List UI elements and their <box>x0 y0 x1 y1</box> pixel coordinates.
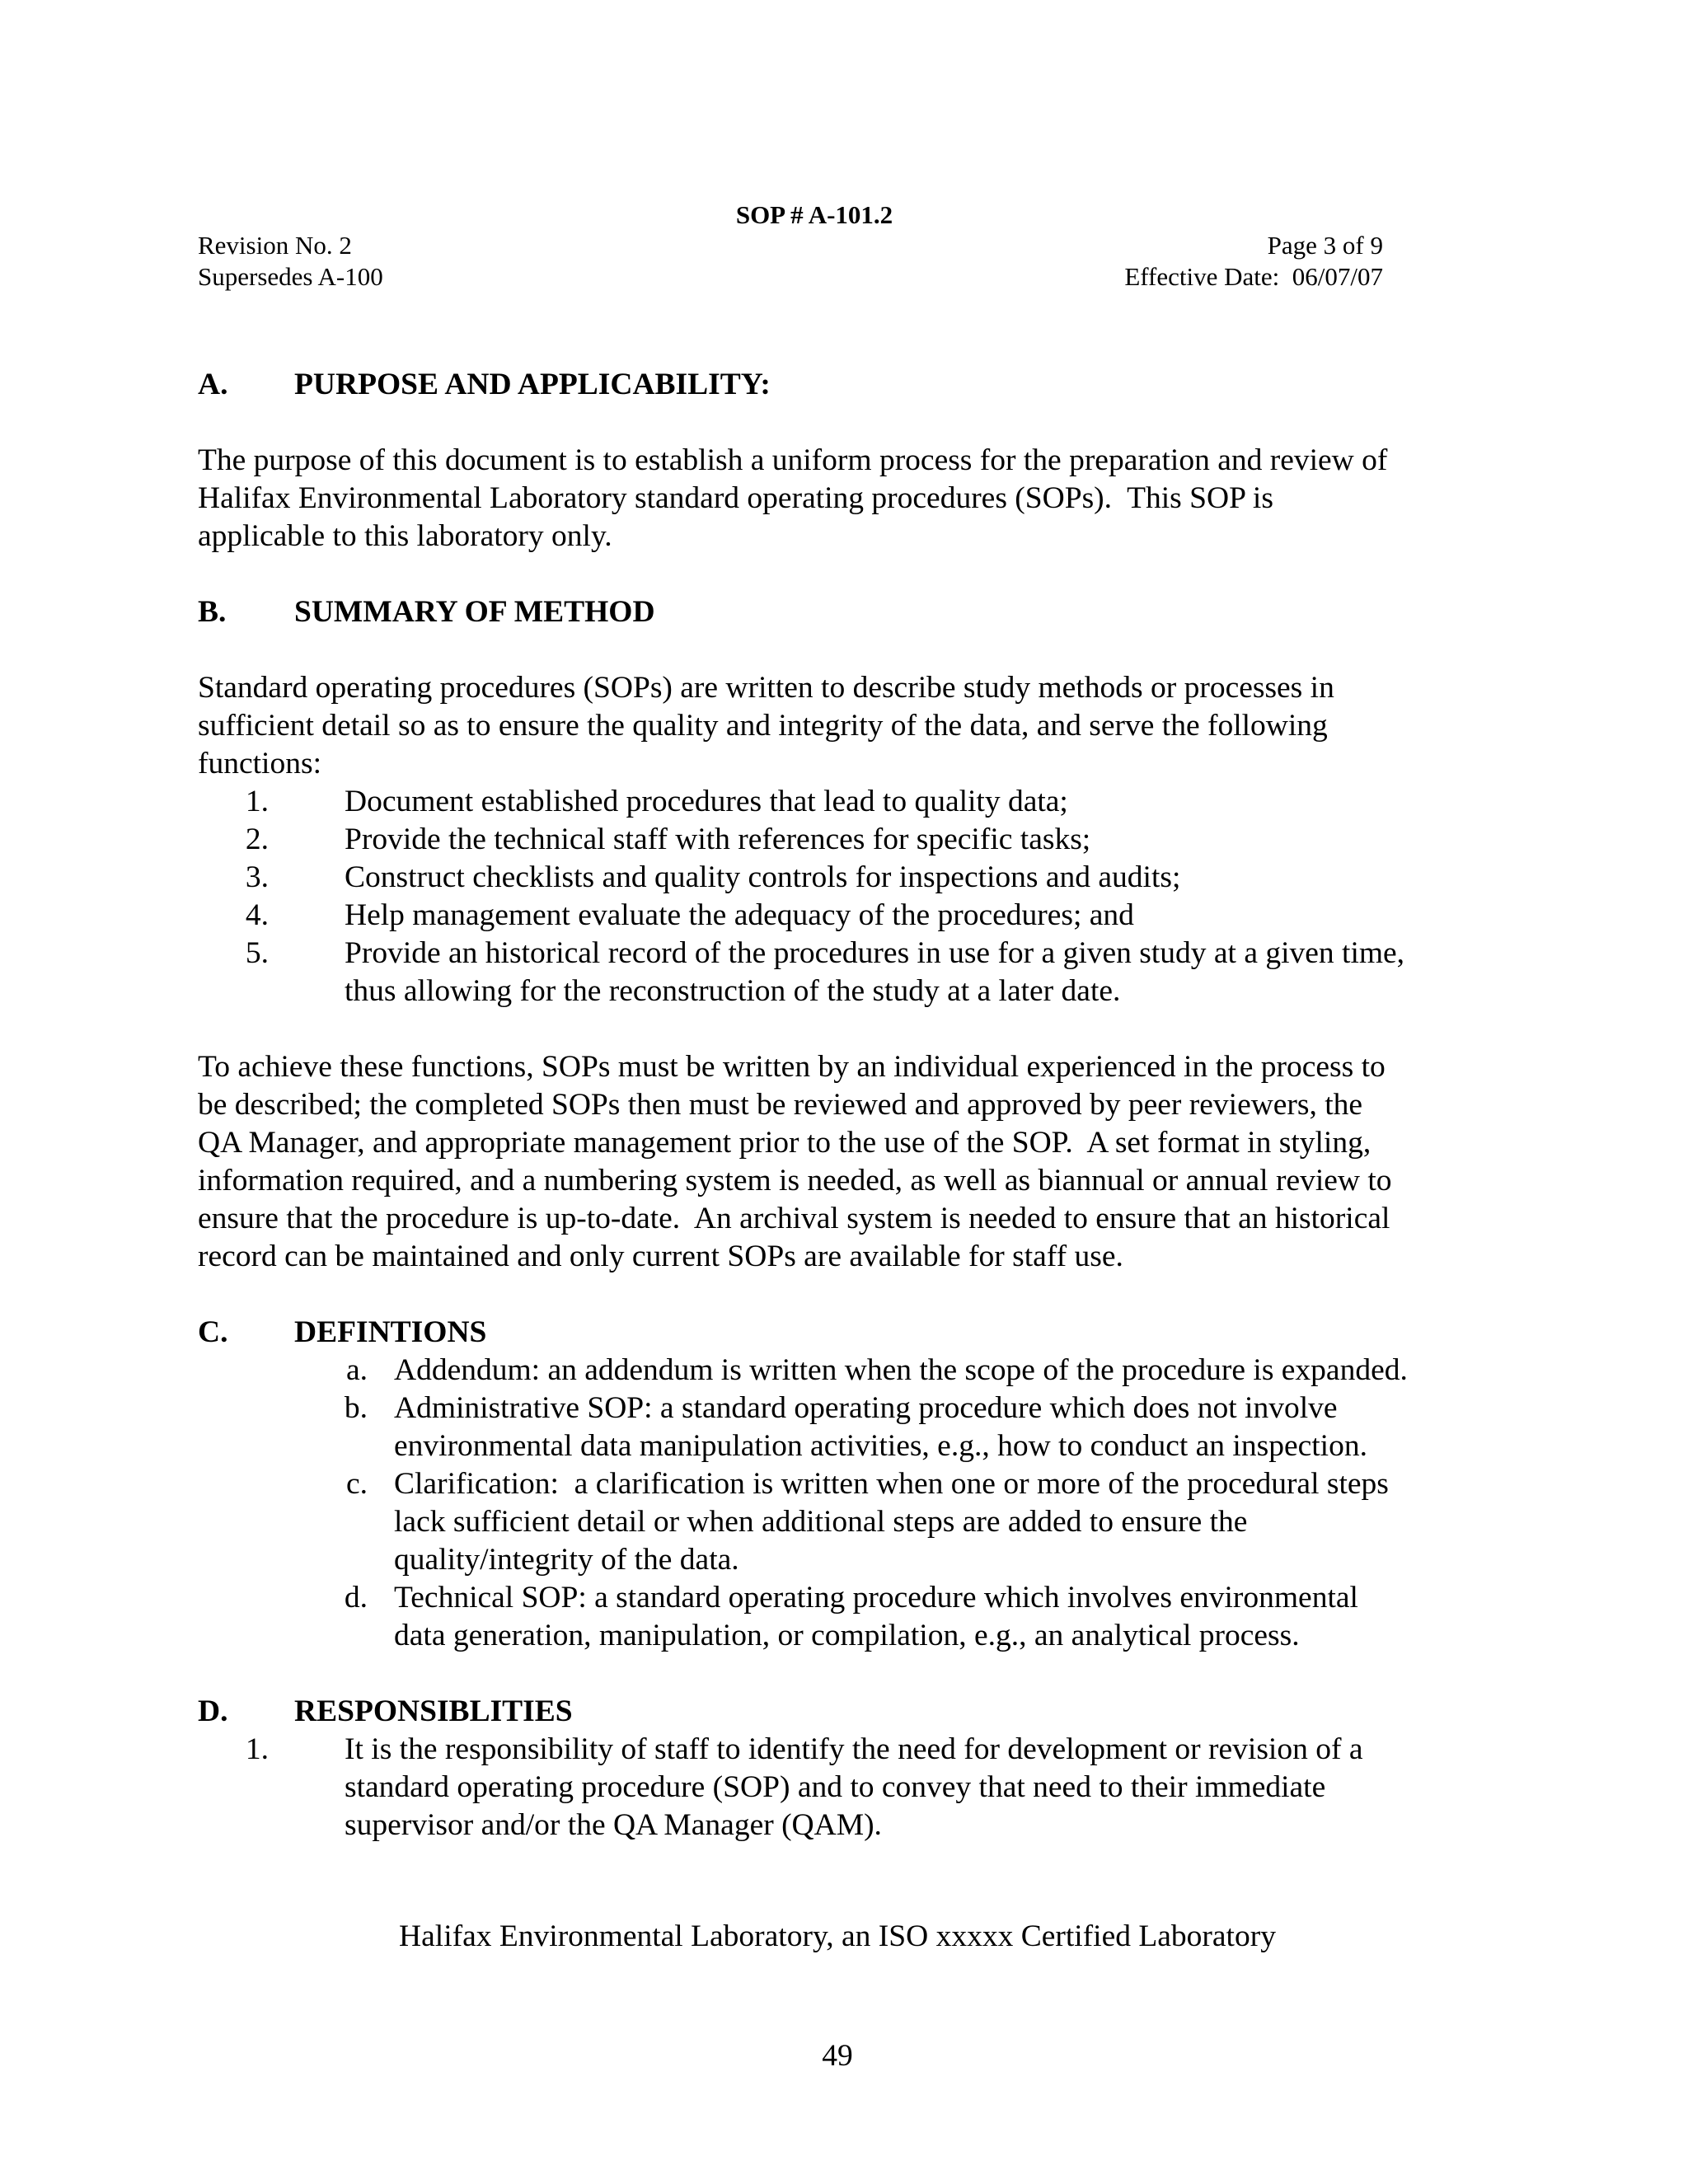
list-item-text <box>345 1731 1362 1844</box>
definition-line: quality/integrity of the data. <box>394 1543 739 1577</box>
definition-line: Clarification: a clarification is written when one or more of the procedural steps <box>394 1467 1389 1501</box>
paragraph-line: Halifax Environmental Laboratory standard operating procedures (SOPs). This SOP is <box>198 481 1273 515</box>
definition-line: data generation, manipulation, or compilation, e.g., an analytical process. <box>394 1619 1300 1652</box>
definition-line: Administrative SOP: a standard operating procedure which does not involve <box>394 1391 1338 1425</box>
list-item-text: Document established procedures that lead to quality data; <box>345 785 1068 818</box>
list-item-text: Help management evaluate the adequacy of the procedures; and <box>345 898 1134 932</box>
section-a-paragraph <box>198 442 1517 555</box>
list-item-number: 4. <box>245 898 269 932</box>
section-c-title: DEFINTIONS <box>294 1315 487 1349</box>
list-item-line: Provide an historical record of the procedures in use for a given study at a given time, <box>345 936 1405 970</box>
list-item-number: 2. <box>245 823 269 856</box>
definition-letter: b. <box>344 1391 368 1425</box>
paragraph-line: To achieve these functions, SOPs must be written by an individual experienced in the process to <box>198 1050 1386 1084</box>
paragraph-line: Standard operating procedures (SOPs) are written to describe study methods or processes in <box>198 671 1334 705</box>
definition-line: environmental data manipulation activities, e.g., how to conduct an inspection. <box>394 1429 1367 1463</box>
list-item-number: 5. <box>245 936 269 970</box>
list-item-text: Construct checklists and quality controls for inspections and audits; <box>345 860 1181 894</box>
list-item-number: 1. <box>245 1732 269 1766</box>
list-item-number: 1. <box>245 785 269 818</box>
definition-text <box>394 1465 1389 1579</box>
page-number: 49 <box>822 2039 853 2073</box>
definition-letter: d. <box>344 1581 368 1615</box>
section-b-intro <box>198 669 1517 783</box>
paragraph-line: QA Manager, and appropriate management prior to the use of the SOP. A set format in styling, <box>198 1126 1372 1160</box>
paragraph-line: applicable to this laboratory only. <box>198 519 612 553</box>
paragraph-line: The purpose of this document is to establish a uniform process for the preparation and review of <box>198 443 1388 477</box>
footer-lab-line: Halifax Environmental Laboratory, an ISO xxxxx Certified Laboratory <box>399 1919 1276 1953</box>
list-item-text: Provide the technical staff with references for specific tasks; <box>345 823 1091 856</box>
definition-text <box>394 1390 1367 1465</box>
page-indicator: Page 3 of 9 <box>1267 231 1383 260</box>
section-c-letter: C. <box>198 1315 228 1349</box>
definition-line: lack sufficient detail or when additional steps are added to ensure the <box>394 1505 1248 1539</box>
section-d-letter: D. <box>198 1694 228 1728</box>
list-item-line: supervisor and/or the QA Manager (QAM). <box>345 1808 882 1842</box>
supersedes: Supersedes A-100 <box>198 262 383 291</box>
list-item-text <box>345 935 1404 1010</box>
section-d-title: RESPONSIBLITIES <box>294 1694 573 1728</box>
section-a-title: PURPOSE AND APPLICABILITY: <box>294 368 771 401</box>
list-item-line: standard operating procedure (SOP) and to convey that need to their immediate <box>345 1770 1326 1804</box>
revision-number: Revision No. 2 <box>198 231 352 260</box>
list-item-line: thus allowing for the reconstruction of the study at a later date. <box>345 974 1121 1008</box>
section-b-title: SUMMARY OF METHOD <box>294 595 655 629</box>
paragraph-line: information required, and a numbering system is needed, as well as biannual or annual review to <box>198 1164 1392 1197</box>
paragraph-line: ensure that the procedure is up-to-date. An archival system is needed to ensure that an historical <box>198 1202 1390 1235</box>
sop-number: SOP # A-101.2 <box>735 200 893 229</box>
paragraph-line: be described; the completed SOPs then must be reviewed and approved by peer reviewers, the <box>198 1088 1363 1122</box>
section-b-closing <box>198 1048 1517 1276</box>
paragraph-line: record can be maintained and only current SOPs are available for staff use. <box>198 1240 1123 1273</box>
definition-text <box>394 1579 1358 1655</box>
definition-letter: c. <box>345 1467 368 1501</box>
paragraph-line: sufficient detail so as to ensure the quality and integrity of the data, and serve the following <box>198 709 1328 743</box>
paragraph-line: functions: <box>198 747 321 780</box>
definition-letter: a. <box>345 1353 368 1387</box>
definition-text: Addendum: an addendum is written when the scope of the procedure is expanded. <box>394 1353 1408 1387</box>
effective-date: Effective Date: 06/07/07 <box>1124 262 1383 291</box>
section-b-letter: B. <box>198 595 227 629</box>
section-a-letter: A. <box>198 368 228 401</box>
list-item-line: It is the responsibility of staff to identify the need for development or revision of a <box>345 1732 1363 1766</box>
definition-line: Technical SOP: a standard operating procedure which involves environmental <box>394 1581 1358 1615</box>
list-item-number: 3. <box>245 860 269 894</box>
